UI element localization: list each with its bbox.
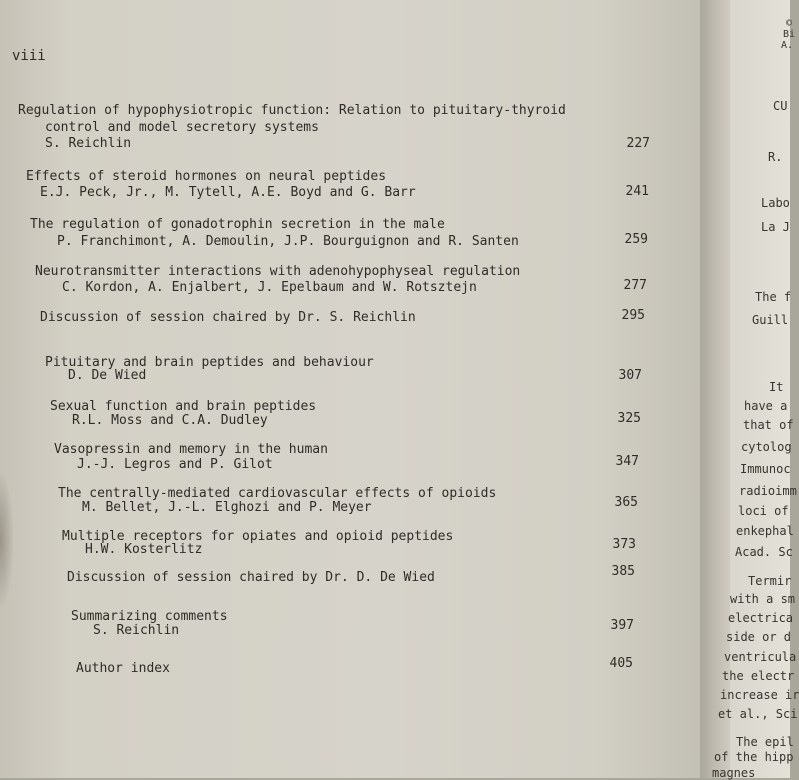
discussion-entry: Discussion of session chaired by Dr. D. De Wied xyxy=(67,570,435,585)
entry-authors: H.W. Kosterlitz xyxy=(85,542,203,557)
entry-authors: C. Kordon, A. Enjalbert, J. Epelbaum and W. Rotsztejn xyxy=(62,280,477,295)
facing-corner-line: A. xyxy=(781,40,794,51)
entry-page: 227 xyxy=(626,136,650,151)
entry-authors: E.J. Peck, Jr., M. Tytell, A.E. Boyd and G. Barr xyxy=(40,185,416,200)
facing-line: the electr xyxy=(722,669,795,683)
discussion-entry: Discussion of session chaired by Dr. S. Reichlin xyxy=(40,310,416,325)
entry-page: 295 xyxy=(621,308,645,323)
facing-line: Acad. Sc xyxy=(735,545,793,559)
entry-title: Pituitary and brain peptides and behaviour xyxy=(45,355,374,370)
facing-line: CU xyxy=(773,99,788,113)
facing-line: radioimm xyxy=(739,484,797,498)
entry-title: Regulation of hypophysiotropic function: Relation to pituitary-thyroid xyxy=(18,103,566,118)
facing-line: loci of xyxy=(738,504,789,518)
entry-title: Neurotransmitter interactions with adenohypophyseal regulation xyxy=(35,264,521,279)
entry-page: 259 xyxy=(624,232,648,247)
entry-page: 347 xyxy=(615,454,639,469)
facing-line: et al., Sci xyxy=(718,707,798,721)
entry-title: The regulation of gonadotrophin secretion in the male xyxy=(30,217,445,232)
facing-line: La J xyxy=(761,220,790,234)
facing-line: that of xyxy=(743,418,794,432)
facing-line: Termir xyxy=(748,574,792,588)
entry-authors: D. De Wied xyxy=(68,368,147,383)
facing-line: Guill xyxy=(752,313,789,327)
entry-authors: P. Franchimont, A. Demoulin, J.P. Bourguignon and R. Santen xyxy=(57,234,519,249)
page-number: viii xyxy=(12,48,46,64)
facing-line: of the hipp xyxy=(714,750,794,764)
facing-line: ventricula xyxy=(724,650,797,664)
facing-line: The f xyxy=(755,290,792,304)
facing-line: cytolog xyxy=(741,440,792,454)
entry-authors: S. Reichlin xyxy=(93,623,180,638)
entry-title: Summarizing comments xyxy=(71,609,228,624)
facing-corner-line: Bi xyxy=(783,29,796,40)
entry-title-continued: control and model secretory systems xyxy=(45,120,319,135)
entry-authors: S. Reichlin xyxy=(45,136,132,151)
entry-title: Effects of steroid hormones on neural peptides xyxy=(26,169,387,184)
entry-page: 365 xyxy=(614,495,638,510)
entry-page: 325 xyxy=(617,411,641,426)
entry-title: Sexual function and brain peptides xyxy=(50,399,317,414)
facing-line: R. xyxy=(768,150,783,164)
page-edge-shadow xyxy=(0,470,14,610)
entry-title: The centrally-mediated cardiovascular effects of opioids xyxy=(58,486,497,501)
facing-line: It xyxy=(769,380,784,394)
facing-line: increase ir xyxy=(720,688,799,702)
facing-line: magnes xyxy=(712,766,756,780)
facing-line: side or d xyxy=(726,630,792,644)
facing-line: Immunoc xyxy=(740,462,791,476)
entry-page: 241 xyxy=(625,184,649,199)
facing-page xyxy=(712,0,799,780)
entry-page: 373 xyxy=(612,537,636,552)
entry-page: 307 xyxy=(618,368,642,383)
entry-title: Multiple receptors for opiates and opioid peptides xyxy=(62,529,454,544)
author-index-entry: Author index xyxy=(76,661,170,676)
facing-corner-line: © xyxy=(786,18,793,29)
facing-line: Labo xyxy=(761,196,790,210)
entry-authors: R.L. Moss and C.A. Dudley xyxy=(72,413,268,428)
entry-page: 397 xyxy=(610,618,634,633)
entry-page: 277 xyxy=(623,278,647,293)
facing-line: have a xyxy=(744,399,788,413)
entry-authors: M. Bellet, J.-L. Elghozi and P. Meyer xyxy=(82,500,372,515)
facing-line: enkephal xyxy=(736,524,794,538)
entry-title: Vasopressin and memory in the human xyxy=(54,442,328,457)
entry-page: 405 xyxy=(609,656,633,671)
facing-line: electrica xyxy=(728,611,794,625)
facing-line: with a sm xyxy=(730,592,796,606)
entry-page: 385 xyxy=(611,564,635,579)
entry-authors: J.-J. Legros and P. Gilot xyxy=(77,457,273,472)
facing-line: The epil xyxy=(736,735,794,749)
